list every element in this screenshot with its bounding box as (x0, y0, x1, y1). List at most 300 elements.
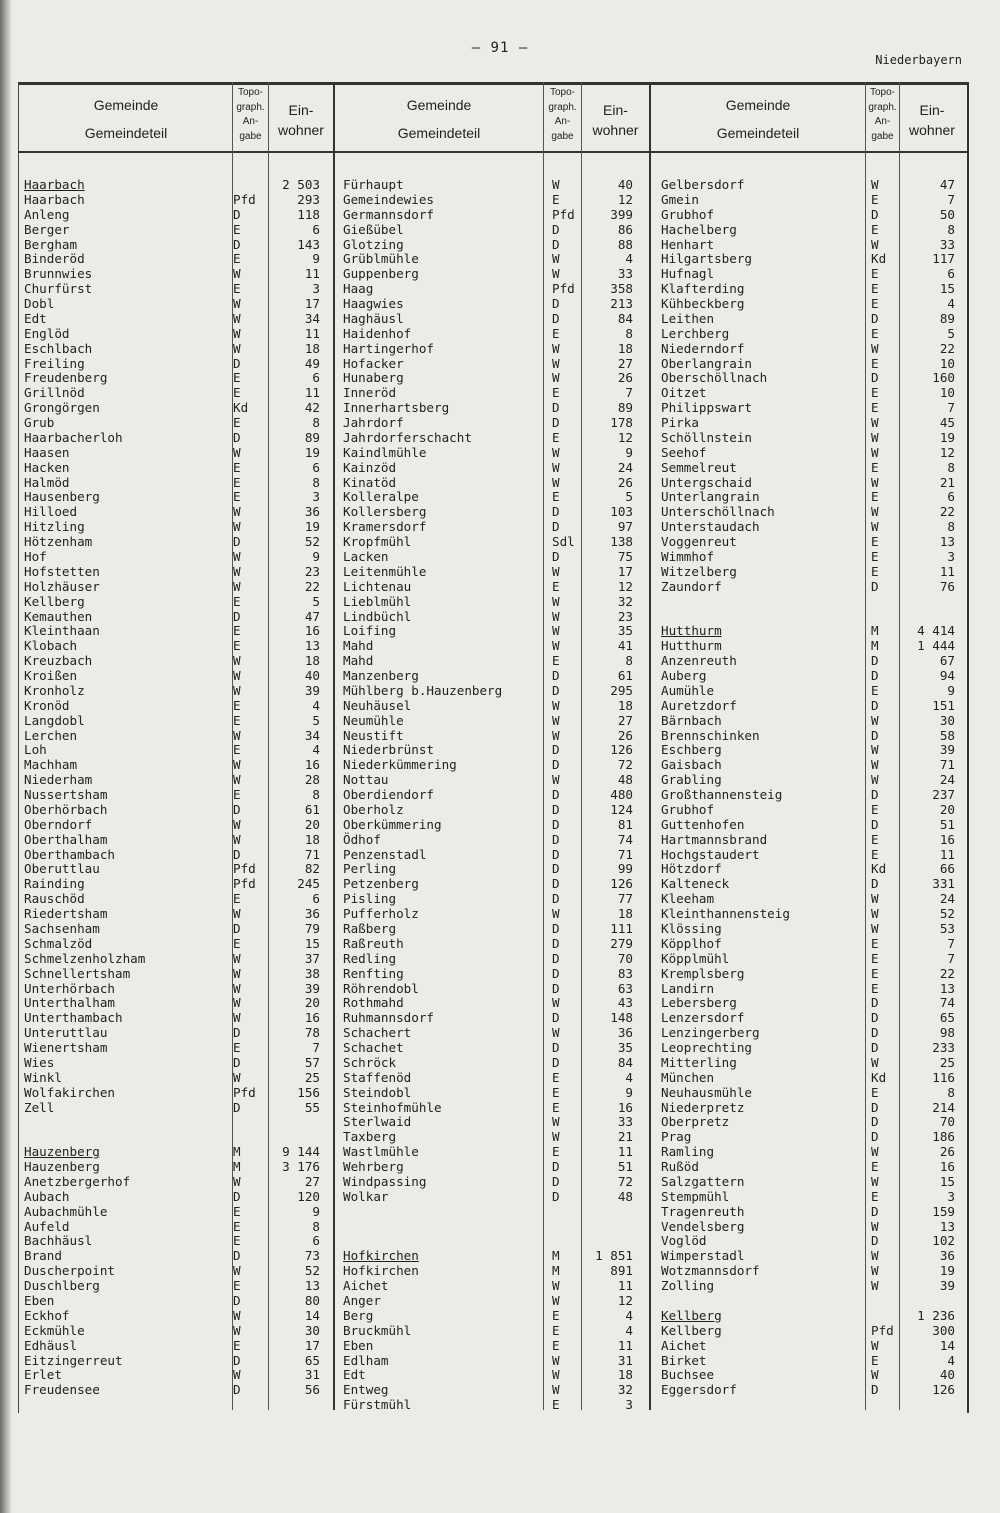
table-row (343, 1159, 643, 1174)
topo-code: E (233, 742, 241, 758)
population: 102 (932, 1233, 955, 1249)
population: 6 (312, 221, 320, 237)
population: 35 (617, 623, 633, 639)
place-name: Voglöd (661, 1233, 707, 1249)
topo-code: D (871, 1233, 879, 1249)
place-name: Hartmannsbrand (661, 831, 768, 847)
topo-code: E (233, 459, 241, 475)
topo-code: D (552, 504, 560, 520)
table-row (661, 311, 961, 326)
topo-code: W (233, 549, 241, 564)
topo-code: W (871, 236, 879, 252)
place-name: Redling (343, 950, 397, 966)
place-name: Klafterding (661, 281, 745, 297)
place-name: Leoprechting (661, 1040, 752, 1056)
population: 86 (617, 221, 633, 237)
topo-code: E (871, 1352, 879, 1368)
population: 19 (304, 444, 320, 460)
municipality-name: Haarbach (24, 177, 85, 192)
place-name: Pirka (661, 415, 699, 431)
table-row (343, 698, 643, 713)
table-row (24, 1174, 324, 1189)
table-row (343, 430, 643, 445)
place-name: Dobl (24, 296, 55, 312)
population: 9 144 (282, 1144, 320, 1160)
topo-code: E (233, 638, 241, 654)
place-name: Leithen (661, 310, 715, 326)
place-name: Berger (24, 221, 70, 237)
population: 52 (304, 1263, 320, 1279)
topo-code: D (552, 1040, 560, 1056)
topo-code: E (871, 281, 879, 297)
topo-code: E (552, 578, 560, 594)
place-name: Oberholz (343, 801, 404, 817)
place-name: Vendelsberg (661, 1218, 745, 1234)
population: 53 (939, 921, 955, 936)
topo-code: W (552, 459, 560, 475)
place-name: Aumühle (661, 682, 715, 698)
table-row (661, 891, 961, 906)
table-row (24, 549, 324, 564)
table-row (24, 802, 324, 817)
table-row (24, 995, 324, 1010)
population: 11 (304, 325, 320, 341)
topo-code: D (871, 1129, 879, 1145)
topo-code: D (233, 1188, 241, 1204)
population: 295 (610, 682, 633, 698)
population: 6 (312, 1233, 320, 1249)
population: 72 (617, 1173, 633, 1189)
table-row (343, 1278, 643, 1293)
topo-code: M (233, 1159, 241, 1175)
place-name: Oberndorf (24, 816, 93, 832)
table-row (24, 1263, 324, 1278)
place-name: Hartingerhof (343, 340, 434, 356)
population: 27 (617, 712, 633, 728)
place-name: Lenzingerberg (661, 1025, 760, 1041)
population: 89 (939, 310, 955, 326)
place-name: Loh (24, 742, 47, 758)
population: 84 (617, 310, 633, 326)
topo-code: W (871, 340, 879, 356)
place-name: Zolling (661, 1278, 715, 1294)
topo-code: Kd (871, 251, 887, 267)
topo-code: W (552, 340, 560, 356)
topo-code: W (233, 1263, 241, 1279)
population: 99 (617, 861, 633, 877)
population: 34 (304, 310, 320, 326)
table-row (661, 847, 961, 862)
table-row (343, 445, 643, 460)
population: 38 (304, 965, 320, 981)
population: 9 (625, 1084, 633, 1100)
header-einwohner-line: wohner (278, 122, 324, 138)
table-row (24, 1323, 324, 1338)
municipality-name: Hofkirchen (343, 1248, 419, 1264)
topo-code: W (871, 1054, 879, 1070)
population: 22 (939, 965, 955, 981)
header-einwohner-line: wohner (909, 122, 955, 138)
population: 78 (304, 1025, 320, 1041)
place-name: Aichet (661, 1337, 707, 1353)
topo-code: M (871, 623, 879, 639)
place-name: Stempmühl (661, 1188, 730, 1204)
topo-code: D (552, 861, 560, 877)
population: 3 176 (282, 1159, 320, 1175)
place-name: Schmelzenholzham (24, 950, 146, 966)
place-name: Kühbeckberg (661, 296, 745, 312)
table-row (343, 1382, 643, 1397)
header-topo-line: Topo- (869, 87, 895, 98)
place-name: Witzelberg (661, 563, 737, 579)
table-row (343, 504, 643, 519)
table-row (661, 475, 961, 490)
place-name: Haagwies (343, 296, 404, 312)
table-row (24, 207, 324, 222)
topo-code: W (233, 757, 241, 773)
population: 66 (939, 861, 955, 877)
population: 5 (625, 489, 633, 505)
population: 8 (947, 1084, 955, 1100)
place-name: Berg (343, 1307, 374, 1323)
population: 11 (939, 846, 955, 862)
table-row (24, 1085, 324, 1100)
topo-code: D (552, 221, 560, 237)
place-name: Pisling (343, 891, 397, 907)
place-name: Mühlberg b.Hauzenberg (343, 682, 503, 698)
table-row (343, 951, 643, 966)
topo-code: W (552, 370, 560, 386)
place-name: Grub (24, 415, 55, 431)
topo-code: W (871, 757, 879, 773)
table-row (661, 876, 961, 891)
place-name: Kleinthannensteig (661, 906, 790, 922)
place-name: Lenzersdorf (661, 1010, 745, 1026)
population: 5 (312, 593, 320, 609)
topo-code: W (871, 906, 879, 922)
table-row (661, 609, 961, 624)
topo-code: W (552, 727, 560, 743)
table-row (661, 1338, 961, 1353)
header-einwohner-3 (900, 100, 964, 160)
table-row (661, 817, 961, 832)
table-row (661, 1025, 961, 1040)
place-name: Hutthurm (661, 638, 722, 654)
population: 6 (947, 266, 955, 282)
table-row (661, 668, 961, 683)
topo-code: D (552, 1159, 560, 1175)
population: 17 (617, 563, 633, 579)
header-divider (18, 151, 968, 153)
population: 15 (939, 1173, 955, 1189)
topo-code: D (233, 206, 241, 222)
topo-code: W (552, 1352, 560, 1368)
population: 103 (610, 504, 633, 520)
page-binding-shadow (0, 0, 12, 1513)
population: 159 (932, 1203, 955, 1219)
table-row (24, 415, 324, 430)
place-name: Schachet (343, 1040, 404, 1056)
topo-code: E (233, 1203, 241, 1219)
topo-code: W (233, 965, 241, 981)
topo-code: W (552, 1367, 560, 1383)
population: 88 (617, 236, 633, 252)
place-name: Haag (343, 281, 374, 297)
place-name: Machham (24, 757, 78, 773)
topo-code: Sdl (552, 534, 575, 550)
topo-code: D (871, 310, 879, 326)
topo-code: W (552, 593, 560, 609)
place-name: Riedertsham (24, 906, 108, 922)
place-name: Fürstmühl (343, 1397, 412, 1413)
table-row (24, 1233, 324, 1248)
place-name: Grubhof (661, 801, 715, 817)
topo-code: D (233, 429, 241, 445)
table-row (661, 1233, 961, 1248)
population: 143 (297, 236, 320, 252)
table-row (343, 534, 643, 549)
place-name: Kleinthaan (24, 623, 100, 639)
population: 14 (304, 1307, 320, 1323)
topo-code: D (552, 682, 560, 698)
topo-code: E (552, 653, 560, 669)
header-gemeinde-3 (651, 88, 865, 148)
header-topo-line: graph. (236, 101, 265, 113)
topo-code: W (871, 921, 879, 936)
population: 35 (617, 1040, 633, 1056)
table-row (661, 192, 961, 207)
table-row (661, 504, 961, 519)
place-name: Klobach (24, 638, 78, 654)
table-row (24, 326, 324, 341)
table-row (24, 653, 324, 668)
population: 4 (625, 1322, 633, 1338)
table-row (24, 430, 324, 445)
header-gemeinde-2 (335, 88, 543, 148)
table-row (343, 1114, 643, 1129)
place-name: Kropfmühl (343, 534, 412, 550)
header-topo-line: An- (874, 116, 891, 127)
place-name: Kleeham (661, 891, 715, 907)
header-einwohner-line: Ein- (288, 102, 314, 118)
table-row (24, 891, 324, 906)
topo-code: D (871, 370, 879, 386)
topo-code: W (552, 906, 560, 922)
topo-code: D (233, 236, 241, 252)
population: 58 (939, 727, 955, 743)
table-row (24, 951, 324, 966)
topo-code: W (233, 1322, 241, 1338)
population: 36 (617, 1025, 633, 1041)
table-row (343, 326, 643, 341)
topo-code: E (871, 549, 879, 564)
table-row (24, 266, 324, 281)
topo-code: E (552, 1144, 560, 1160)
population: 4 (947, 1352, 955, 1368)
population: 148 (610, 1010, 633, 1026)
topo-code: W (233, 727, 241, 743)
population: 24 (939, 891, 955, 907)
table-row (661, 1367, 961, 1382)
population: 15 (304, 935, 320, 951)
place-name: Nussertsham (24, 787, 108, 803)
population: 33 (939, 236, 955, 252)
population: 8 (312, 415, 320, 431)
population: 13 (304, 1278, 320, 1294)
population: 11 (304, 266, 320, 282)
table-row (343, 222, 643, 237)
population: 160 (932, 370, 955, 386)
place-name: Pufferholz (343, 906, 419, 922)
population: 81 (617, 816, 633, 832)
population: 40 (617, 177, 633, 192)
topo-code: D (552, 400, 560, 416)
place-name: Eschlbach (24, 340, 93, 356)
place-name: Anleng (24, 206, 70, 222)
topo-code: W (552, 474, 560, 490)
table-row (343, 1144, 643, 1159)
table-row (343, 519, 643, 534)
topo-code: D (552, 891, 560, 907)
place-name: Grabling (661, 772, 722, 788)
population: 10 (939, 385, 955, 401)
topo-code: D (552, 876, 560, 892)
population: 39 (939, 742, 955, 758)
topo-code: E (552, 1397, 560, 1413)
topo-code: E (233, 787, 241, 803)
place-name: Auretzdorf (661, 697, 737, 713)
population: 82 (304, 861, 320, 877)
table-row (24, 177, 324, 192)
table-row (661, 1174, 961, 1189)
table-row (343, 237, 643, 252)
population: 52 (304, 534, 320, 550)
place-name: Guppenberg (343, 266, 419, 282)
population: 77 (617, 891, 633, 907)
place-name: Mahd (343, 653, 374, 669)
place-name: Penzenstadl (343, 846, 427, 862)
table-row (661, 356, 961, 371)
table-row (24, 489, 324, 504)
header-topo-line: gabe (871, 130, 894, 142)
place-name: Wies (24, 1054, 55, 1070)
population: 7 (947, 191, 955, 207)
topo-code: D (871, 578, 879, 594)
topo-code: E (552, 325, 560, 341)
population: 12 (617, 1293, 633, 1308)
population: 21 (939, 474, 955, 490)
place-name: Wienertsham (24, 1040, 108, 1056)
topo-code: E (233, 623, 241, 639)
place-name: Binderöd (24, 251, 85, 267)
place-name: Freudenberg (24, 370, 108, 386)
population: 3 (625, 1397, 633, 1413)
table-row (661, 742, 961, 757)
population: 891 (610, 1263, 633, 1279)
population: 12 (617, 429, 633, 445)
population: 3 (947, 549, 955, 564)
place-name: Schmalzöd (24, 935, 93, 951)
population: 13 (939, 980, 955, 996)
place-name: Ödhof (343, 831, 381, 847)
population: 23 (617, 608, 633, 624)
population: 126 (932, 1382, 955, 1398)
population: 20 (304, 995, 320, 1011)
population: 9 (312, 549, 320, 564)
topo-code: E (871, 1084, 879, 1100)
topo-code: D (871, 816, 879, 832)
topo-code: W (233, 1367, 241, 1383)
place-name: Mitterling (661, 1054, 737, 1070)
header-topo-line: Topo- (237, 87, 263, 98)
table-row (24, 1219, 324, 1234)
table-row (343, 1263, 643, 1278)
topo-code: E (871, 563, 879, 579)
table-row (661, 728, 961, 743)
table-row (24, 713, 324, 728)
table-row (661, 832, 961, 847)
topo-code: D (871, 668, 879, 684)
place-name: Wotzmannsdorf (661, 1263, 760, 1279)
population: 12 (617, 578, 633, 594)
table-row (661, 594, 961, 609)
topo-code: D (871, 697, 879, 713)
table-row (661, 251, 961, 266)
population: 19 (939, 429, 955, 445)
place-name: Wehrberg (343, 1159, 404, 1175)
table-row (343, 1293, 643, 1308)
population: 13 (939, 1218, 955, 1234)
topo-code: W (233, 504, 241, 520)
topo-code: E (233, 891, 241, 907)
table-row (661, 757, 961, 772)
table-row (661, 1085, 961, 1100)
municipality-name: Hauzenberg (24, 1144, 100, 1160)
place-name: Wimmhof (661, 549, 715, 564)
population: 2 503 (282, 177, 320, 192)
table-row (343, 906, 643, 921)
population: 8 (947, 221, 955, 237)
place-name: Köpplhof (661, 935, 722, 951)
table-row (661, 519, 961, 534)
table-row (24, 698, 324, 713)
place-name: Bachhäusl (24, 1233, 93, 1249)
table-row (661, 385, 961, 400)
table-row (24, 1144, 324, 1159)
table-row (661, 1129, 961, 1144)
topo-code: D (552, 310, 560, 326)
place-name: Anger (343, 1293, 381, 1308)
place-name: Haasen (24, 444, 70, 460)
population: 17 (304, 296, 320, 312)
place-name: Kronholz (24, 682, 85, 698)
table-row (343, 1055, 643, 1070)
topo-code: D (871, 653, 879, 669)
place-name: Unterlangrain (661, 489, 760, 505)
topo-code: D (871, 1040, 879, 1056)
place-name: Klössing (661, 921, 722, 936)
place-name: Brennschinken (661, 727, 760, 743)
place-name: Hochgstaudert (661, 846, 760, 862)
place-name: Lacken (343, 549, 389, 564)
table-row (343, 1353, 643, 1368)
place-name: Aichet (343, 1278, 389, 1294)
population: 8 (947, 519, 955, 535)
table-row (343, 207, 643, 222)
topo-code: D (552, 801, 560, 817)
population: 4 (625, 251, 633, 267)
population: 13 (939, 534, 955, 550)
